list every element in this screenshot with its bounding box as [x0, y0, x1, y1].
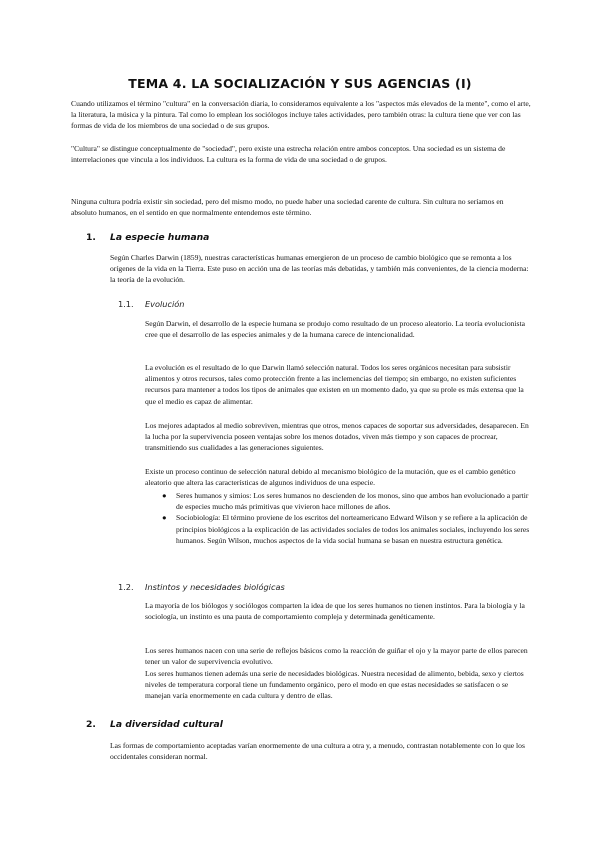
list-item	[158, 490, 530, 512]
evolution-bullet-list	[158, 490, 530, 546]
subsection-1-2-heading	[118, 582, 518, 595]
section-1-paragraph: Según Charles Darwin (1859), nuestras características humanas emergieron de un proceso de cambio biológico que se remonta a los orígenes de la vida en la Tierra. Este puso en acción una de las teorías más debatidas, y también más convenientes, de la ciencia moderna: la teoría de la evolución.	[110, 253, 529, 285]
evolution-paragraph-4	[145, 466, 529, 488]
instincts-paragraph-1	[145, 600, 529, 622]
intro-paragraph-2	[71, 143, 531, 165]
subsection-1-1-title: Evolución	[145, 299, 185, 309]
instincts-paragraph-2	[145, 645, 529, 667]
bullet-text-2: Sociobiología: El término proviene de los escritos del norteamericano Edward Wilson y se refiere a la aplicación de principios biológicos a la explicación de las actividades sociales de todos los animales sociales, incluyendo los seres humanos. Según Wilson, muchos aspectos de la vida social humana se basan en nuestra estructura genética.	[176, 513, 530, 545]
intro-text-1: Cuando utilizamos el término "cultura" en la conversación diaria, lo consideramos equivalente a los "aspectos más elevados de la mente", como el arte, la literatura, la música y la pintura. Tal como lo emplean los sociólogos incluye tales actividades, pero también otras: la cultura tiene que ver con las formas de vida de los miembros de una sociedad o de sus grupos.	[71, 99, 531, 131]
intro-paragraph-1	[71, 98, 531, 132]
evolution-text-1: Según Darwin, el desarrollo de la especie humana se produjo como resultado de un proceso aleatorio. La teoría evolucionista cree que el desarrollo de las especies animales y de la humana carece de intencionalidad.	[145, 319, 525, 340]
list-item	[158, 512, 530, 546]
section-1-number: 1.	[86, 232, 96, 243]
bullet-text-1: Seres humanos y simios: Los seres humanos no descienden de los monos, sino que ambos han evolucionado a partir de especies mucho más primitivas que vivieron hace millones de años.	[176, 491, 529, 512]
subsection-1-1-number: 1.1.	[118, 299, 134, 309]
subsection-1-2-number: 1.2.	[118, 582, 134, 592]
section-2-text	[110, 740, 530, 762]
evolution-text-2: La evolución es el resultado de lo que Darwin llamó selección natural. Todos los seres orgánicos necesitan para subsistir alimentos y otros recursos, tales como protección frente a las inclemencias del tiempo; sin embargo, no existen suficientes recursos para mantener a todos los tipos de animales que existen en un momento dado, ya que su prole es más extensa que la que el medio es capaz de alimentar.	[145, 363, 524, 406]
bullet-icon: ●	[162, 491, 167, 500]
evolution-text-4: Existe un proceso continuo de selección natural debido al mecanismo biológico de la mutación, que es el cambio genético aleatorio que altera las características de algunos individuos de una especie.	[145, 467, 516, 488]
intro-paragraph-3	[71, 196, 531, 218]
instincts-paragraph-3	[145, 668, 529, 702]
bullet-icon: ●	[162, 513, 167, 523]
evolution-text-3: Los mejores adaptados al medio sobreviven, mientras que otros, menos capaces de soportar sus adversidades, desaparecen. En la lucha por la supervivencia poseen ventajas sobre los menos dotados, viven más tiempo y son capaces de procrear, transmitiendo sus cualidades a las generaciones siguientes.	[145, 421, 529, 453]
section-1-heading	[86, 232, 526, 246]
subsection-1-2-title: Instintos y necesidades biológicas	[145, 582, 285, 592]
evolution-paragraph-3	[145, 420, 529, 454]
section-2-heading	[86, 719, 526, 733]
document-title: TEMA 4. LA SOCIALIZACIÓN Y SUS AGENCIAS (I)	[128, 76, 472, 91]
instincts-text-1: La mayoría de los biólogos y sociólogos comparten la idea de que los seres humanos no tienen instintos. Para la biología y la sociología, un instinto es una pauta de comportamiento compleja y determinada genéticamente.	[145, 601, 525, 622]
instincts-text-3: Los seres humanos tienen además una serie de necesidades biológicas. Nuestra necesidad de alimento, bebida, sexo y ciertos niveles de temperatura corporal tiene un fundamento orgánico, pero el modo en que estas necesidades se satisfacen o se manejan varía enormemente en cada cultura y dentro de ellas.	[145, 669, 524, 701]
evolution-paragraph-2	[145, 362, 529, 407]
evolution-paragraph-1	[145, 318, 529, 340]
section-1-title: La especie humana	[110, 232, 210, 243]
section-2-paragraph: Las formas de comportamiento aceptadas varían enormemente de una cultura a otra y, a menudo, contrastan notablemente con lo que los occidentales consideran normal.	[110, 741, 525, 762]
intro-text-3: Ninguna cultura podría existir sin sociedad, pero del mismo modo, no puede haber una sociedad carente de cultura. Sin cultura no seríamos en absoluto humanos, en el sentido en que normalmente entendemos este término.	[71, 197, 504, 218]
intro-text-2: "Cultura" se distingue conceptualmente de "sociedad", pero existe una estrecha relación entre ambos conceptos. Una sociedad es un sistema de interrelaciones que vincula a los individuos. La cultura es la forma de vida de una sociedad o de grupos.	[71, 144, 506, 165]
section-2-title: La diversidad cultural	[110, 719, 223, 730]
section-1-text	[110, 252, 530, 286]
section-2-number: 2.	[86, 719, 96, 730]
subsection-1-1-heading	[118, 299, 518, 312]
instincts-text-2: Los seres humanos nacen con una serie de reflejos básicos como la reacción de guiñar el ojo y la mayor parte de ellos parecen tener un valor de supervivencia evolutivo.	[145, 646, 528, 667]
